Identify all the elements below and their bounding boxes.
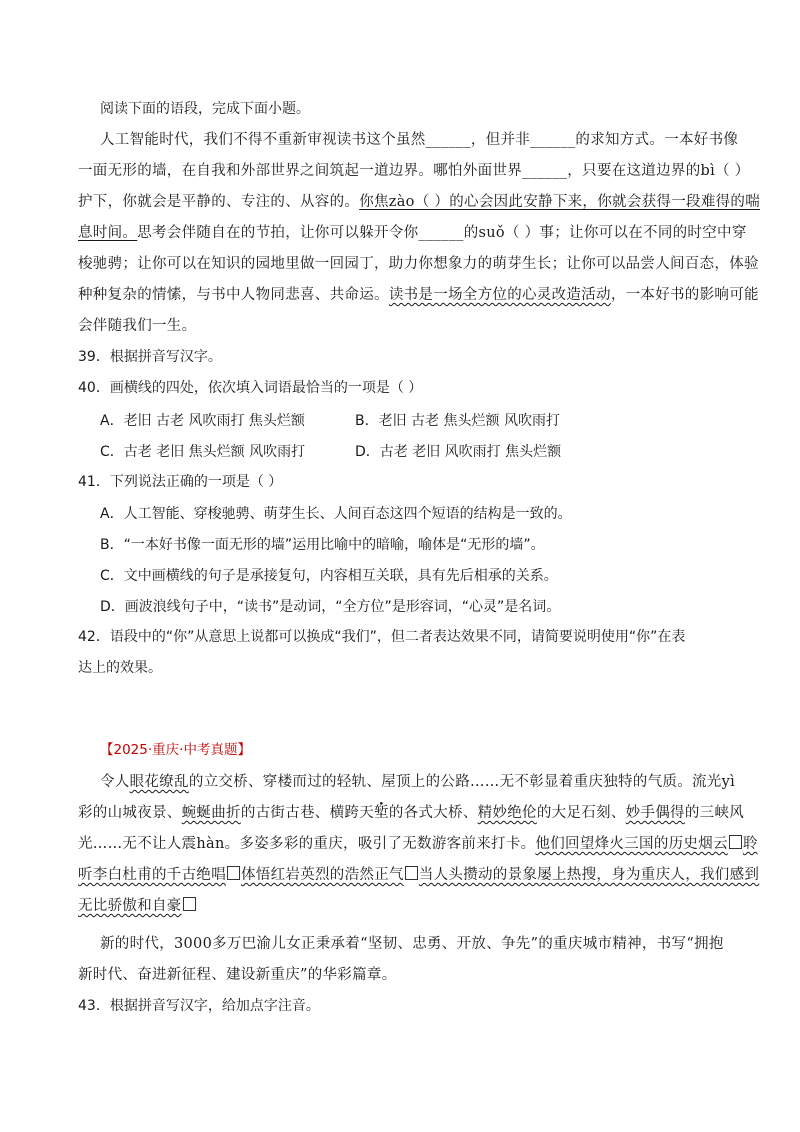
passage-text: 的三峡风 — [684, 805, 745, 821]
passage-line — [78, 834, 758, 854]
option-a: A．人工智能、穿梭驰骋、萌芽生长、人间百态这四个短语的结构是一致的。 — [100, 506, 572, 522]
option-d: D．画波浪线句子中，“读书”是动词，“全方位”是形容词，“心灵”是名词。 — [100, 599, 561, 615]
passage-text: 的大足石刻、 — [536, 805, 626, 821]
underlined-sentence: 你焦zào（ ）的心会因此安静下来，你就会获得一段难得的喘 — [359, 194, 761, 210]
wavy-phrase: 眼花缭乱 — [129, 774, 189, 790]
question-41: 41．下列说法正确的一项是（ ） — [78, 474, 283, 490]
wavy-sentence: 体悟红岩英烈的浩然正气 — [241, 867, 404, 883]
blank-box — [405, 866, 418, 880]
passage-text: 种种复杂的情愫，与书中人物同悲喜、共命运。 — [78, 287, 389, 303]
option-d: D．古老 老旧 风吹雨打 焦头烂额 — [355, 444, 562, 460]
passage-line: 新时代、奋进新征程、建设新重庆”的华彩篇章。 — [78, 967, 397, 983]
option-c: C．古老 老旧 焦头烂额 风吹雨打 — [100, 444, 306, 460]
wavy-phrase: 精妙绝伦 — [477, 805, 537, 821]
blank-box — [227, 866, 240, 880]
passage-text: 光……无不让人震hàn。多姿多彩的重庆，吸引了无数游客前来打卡。 — [78, 836, 536, 852]
passage-text: 令人 — [100, 774, 130, 790]
wavy-phrase: 妙手偶得 — [625, 805, 685, 821]
passage-line: 一面无形的墙，在自我和外部世界之间筑起一道边界。哪怕外面世界______，只要在这道边界的bì（ ） — [78, 163, 750, 179]
passage-text: 的古街古巷、横跨天 — [240, 805, 375, 821]
passage-line: 新的时代，3000多万巴渝儿女正秉承着“坚韧、忠勇、开放、争先”的重庆城市精神，书写“拥抱 — [100, 936, 724, 952]
wavy-phrase: 蜿蜒曲折 — [181, 805, 241, 821]
dotted-character: 堑 — [374, 805, 389, 821]
passage-line: 会伴随我们一生。 — [78, 318, 197, 334]
passage-line — [78, 192, 760, 212]
blank-box — [729, 835, 742, 849]
passage-line: 梭驰骋；让你可以在知识的园地里做一回园丁，助力你想象力的萌芽生长；让你可以品尝人间百态，体验 — [78, 256, 759, 272]
question-43: 43．根据拼音写汉字，给加点字注音。 — [78, 998, 320, 1014]
question-40: 40．画横线的四处，依次填入词语最恰当的一项是（ ） — [78, 380, 423, 396]
wavy-sentence: 无比骄傲和自豪 — [78, 898, 182, 914]
question-42: 42．语段中的“你”从意思上说都可以换成“我们”，但二者表达效果不同，请简要说明使用“你”在表 — [78, 629, 686, 645]
passage-line — [78, 865, 759, 885]
wavy-sentence: 听李白杜甫的千古绝唱 — [78, 867, 226, 883]
wavy-underlined-sentence: 读书是一场全方位的心灵改造活动 — [388, 287, 611, 303]
passage-line — [78, 803, 744, 823]
passage-text: 的立交桥、穿楼而过的轻轨、屋顶上的公路……无不彰显着重庆独特的气质。流光yì — [188, 774, 736, 790]
passage-text: ，一本好书的影响可能 — [610, 287, 759, 303]
passage-line — [100, 772, 735, 792]
wavy-sentence: 聆 — [742, 836, 758, 852]
underlined-sentence: 息时间。 — [78, 225, 138, 241]
blank-box — [183, 897, 196, 911]
question-42-cont: 达上的效果。 — [78, 660, 162, 676]
wavy-sentence: 当人头攒动的景象屡上热搜，身为重庆人，我们感到 — [418, 867, 760, 883]
question-39: 39．根据拼音写汉字。 — [78, 349, 222, 365]
source-tag: 【2025·重庆·中考真题】 — [100, 742, 251, 758]
wavy-sentence: 他们回望烽火三国的历史烟云 — [535, 836, 728, 852]
option-b: B．“一本好书像一面无形的墙”运用比喻中的暗喻，喻体是“无形的墙”。 — [100, 537, 545, 553]
passage-line — [78, 285, 759, 305]
passage-line — [78, 223, 747, 243]
passage-line — [78, 896, 197, 916]
option-b: B．老旧 古老 焦头烂额 风吹雨打 — [355, 413, 560, 429]
passage-line: 人工智能时代，我们不得不重新审视读书这个虽然______，但并非______的求知方式。一本好书像 — [100, 132, 739, 148]
option-a: A．老旧 古老 风吹雨打 焦头烂额 — [100, 413, 305, 429]
passage-text: 护下，你就会是平静的、专注的、从容的。 — [78, 194, 360, 210]
passage-text: 思考会伴随自在的节拍，让你可以躲开令你______的suǒ（ ）事；让你可以在不同的时空中穿 — [137, 225, 747, 241]
passage-text: 彩的山城夜景、 — [78, 805, 182, 821]
instruction-text: 阅读下面的语段，完成下面小题。 — [100, 101, 310, 117]
passage-text: 的各式大桥、 — [388, 805, 478, 821]
option-c: C．文中画横线的句子是承接复句，内容相互关联，具有先后相承的关系。 — [100, 568, 558, 584]
